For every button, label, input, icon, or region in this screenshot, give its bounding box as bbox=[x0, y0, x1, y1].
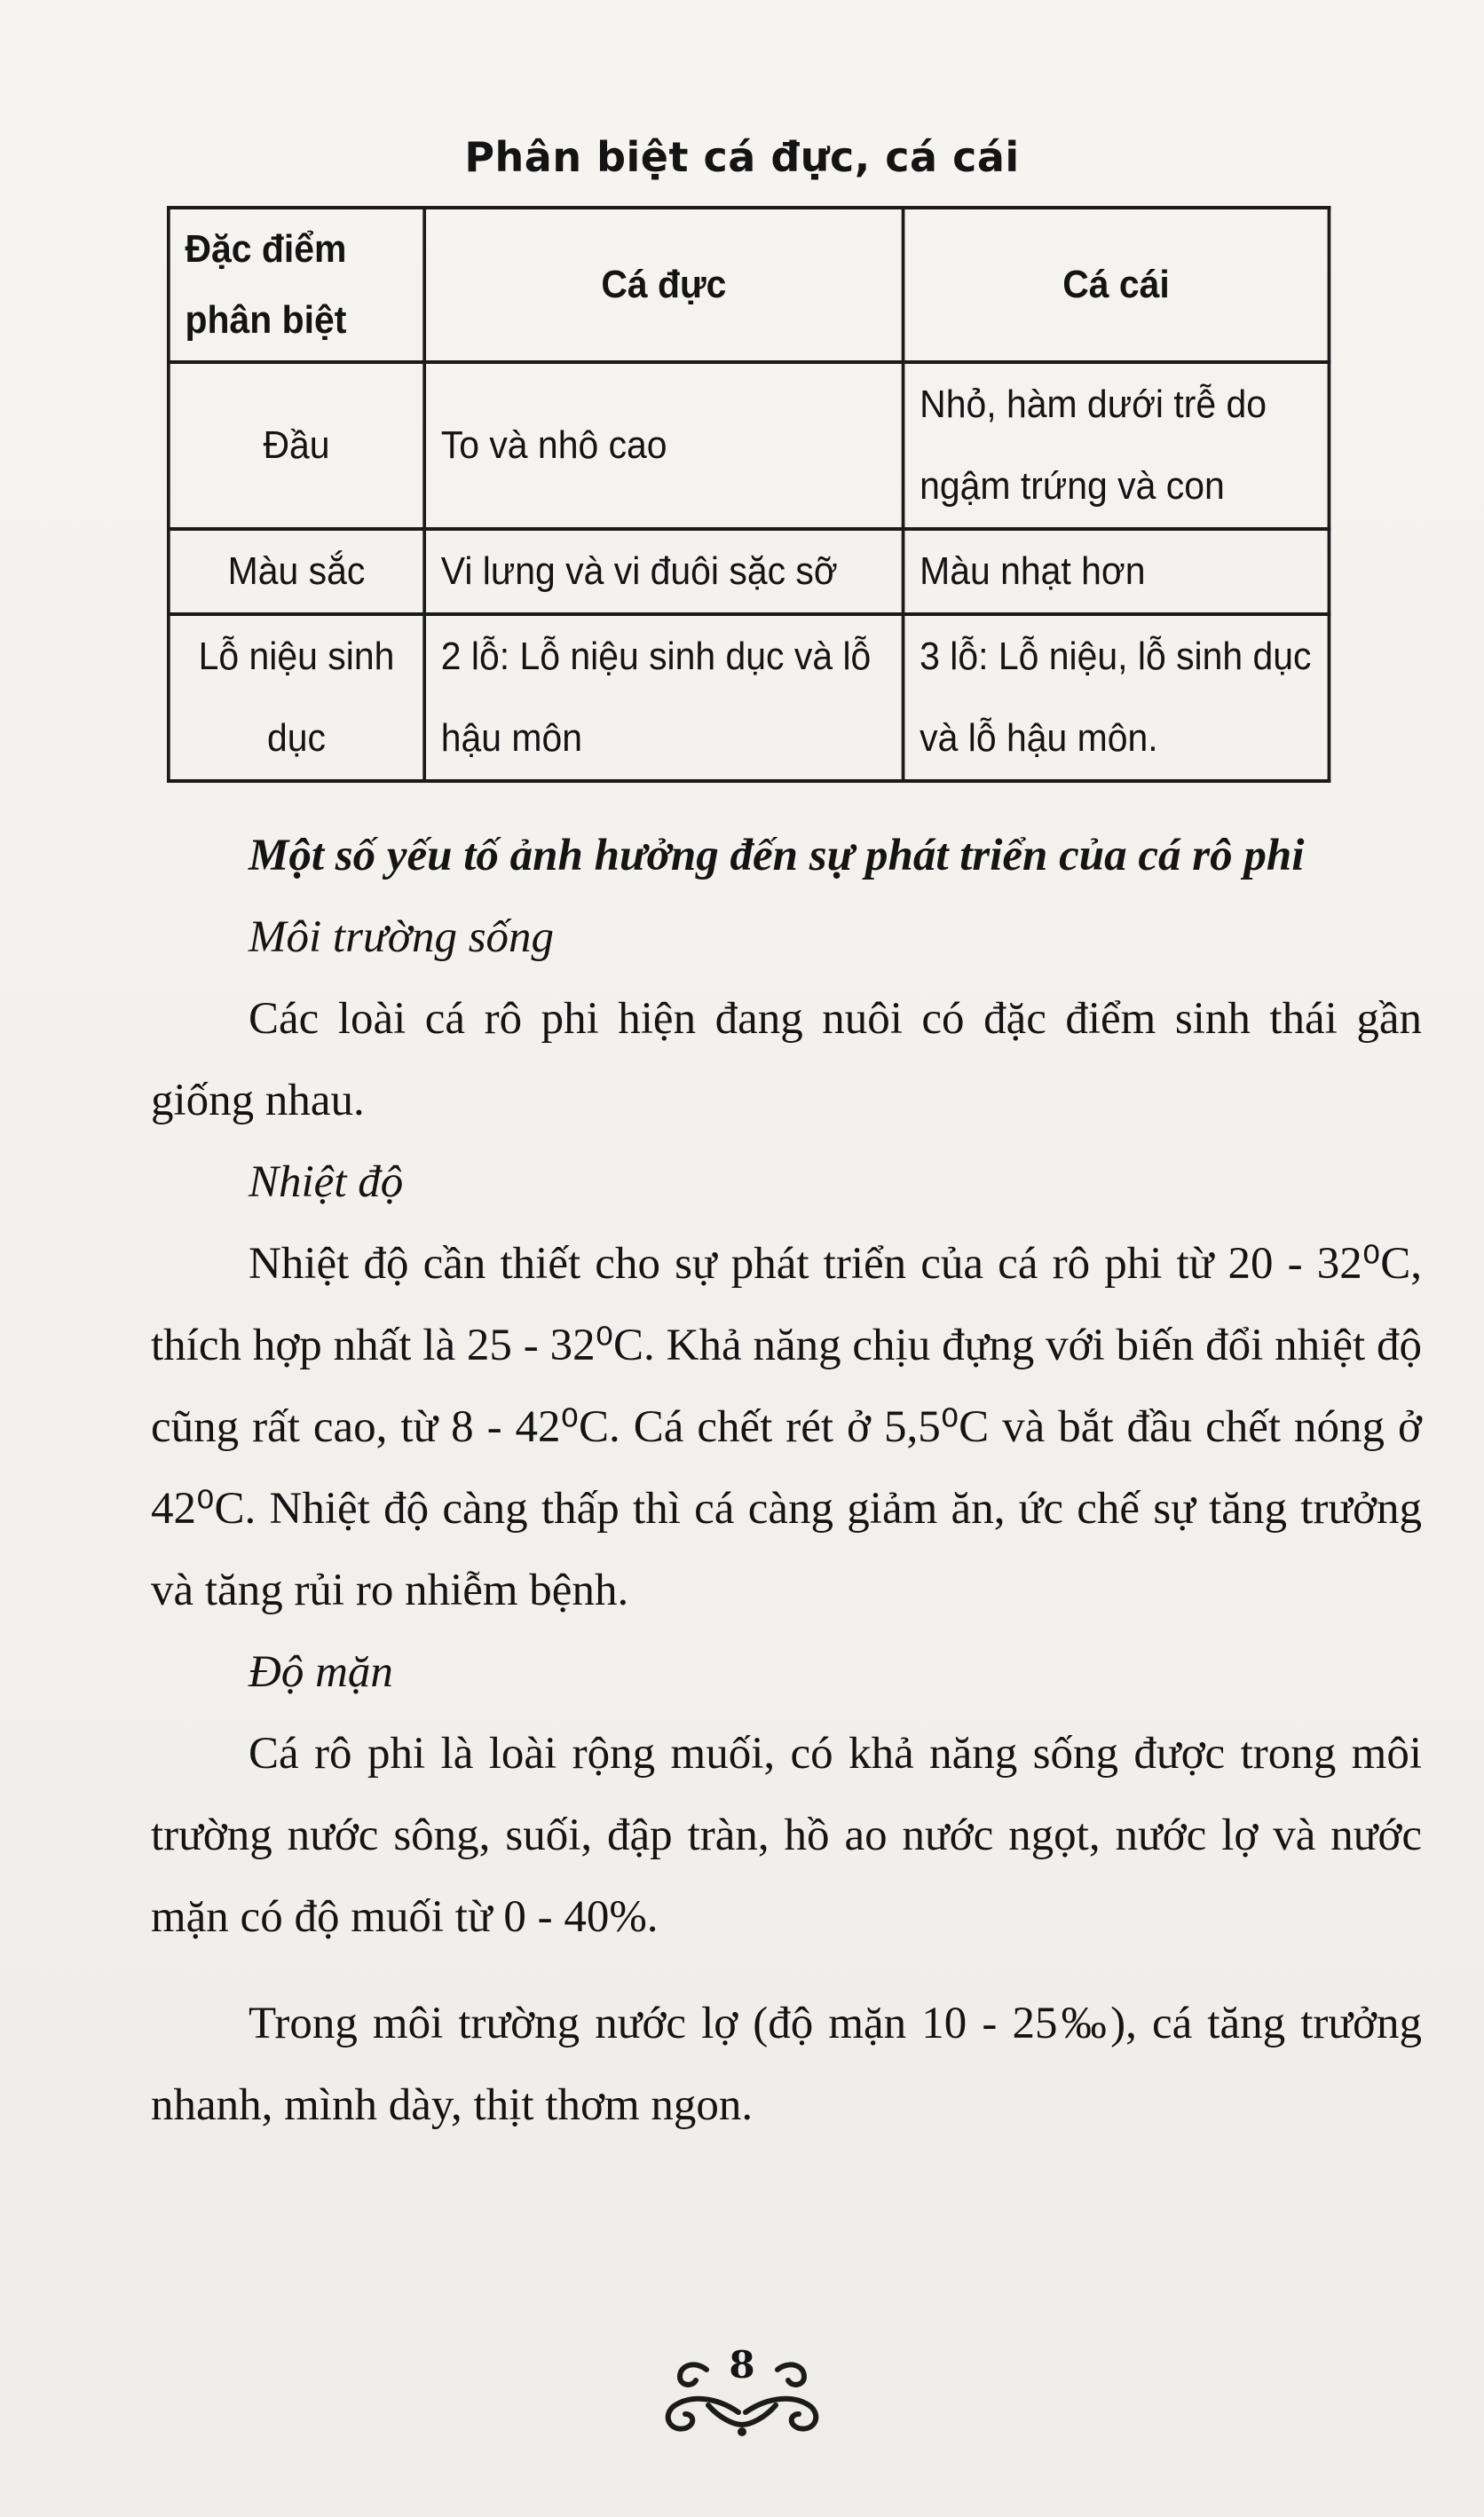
cell-male: To và nhô cao bbox=[424, 362, 903, 529]
paragraph-temperature: Nhiệt độ cần thiết cho sự phát triển của cá rô phi từ 20 - 32⁰C, thích hợp nhất là 25 - 32⁰C. Khả năng chịu đựng với biến đổi nhiệt độ cũng rất cao, từ 8 - 42⁰C. Cá chết rét ở 5,5⁰C và bắt đầu chết nóng ở 42⁰C. Nhiệt độ càng thấp thì cá càng giảm ăn, ức chế sự tăng trưởng và tăng rủi ro nhiễm bệnh. bbox=[151, 1239, 1422, 1615]
comparison-table bbox=[167, 206, 1330, 783]
subheading-temperature: Nhiệt độ bbox=[249, 1157, 404, 1207]
cell-feature: Lỗ niệu sinh dục bbox=[169, 614, 424, 781]
body-text bbox=[151, 815, 1422, 2146]
header-female: Cá cái bbox=[904, 208, 1330, 362]
table-row bbox=[169, 614, 1330, 781]
table-title: Phân biệt cá đực, cá cái bbox=[464, 133, 1020, 181]
section-heading: Một số yếu tố ảnh hưởng đến sự phát triển của cá rô phi bbox=[249, 831, 1305, 880]
cell-male: 2 lỗ: Lỗ niệu sinh dục và lỗ hậu môn bbox=[424, 614, 903, 781]
table-row bbox=[169, 362, 1330, 529]
cell-feature: Màu sắc bbox=[169, 529, 424, 614]
cell-feature: Đầu bbox=[169, 362, 424, 529]
paragraph-environment: Các loài cá rô phi hiện đang nuôi có đặc điểm sinh thái gần giống nhau. bbox=[151, 994, 1422, 1125]
paragraph-salinity-2: Trong môi trường nước lợ (độ mặn 10 - 25‰), cá tăng trưởng nhanh, mình dày, thịt thơm ngon. bbox=[151, 1999, 1422, 2130]
subheading-environment: Môi trường sống bbox=[249, 912, 555, 962]
page-number: 8 bbox=[729, 2343, 755, 2387]
table-header-row bbox=[169, 208, 1330, 362]
cell-female: 3 lỗ: Lỗ niệu, lỗ sinh dục và lỗ hậu môn. bbox=[904, 614, 1330, 781]
table-row bbox=[169, 529, 1330, 614]
page-footer bbox=[0, 2343, 1484, 2450]
header-feature: Đặc điểm phân biệt bbox=[169, 208, 424, 362]
header-male: Cá đực bbox=[424, 208, 903, 362]
cell-male: Vi lưng và vi đuôi sặc sỡ bbox=[424, 529, 903, 614]
cell-female: Nhỏ, hàm dưới trễ do ngậm trứng và con bbox=[904, 362, 1330, 529]
subheading-salinity: Độ mặn bbox=[249, 1647, 393, 1697]
cell-female: Màu nhạt hơn bbox=[904, 529, 1330, 614]
paragraph-salinity-1: Cá rô phi là loài rộng muối, có khả năng sống được trong môi trường nước sông, suối, đập tràn, hồ ao nước ngọt, nước lợ và nước mặn có độ muối từ 0 - 40%. bbox=[151, 1729, 1422, 1942]
